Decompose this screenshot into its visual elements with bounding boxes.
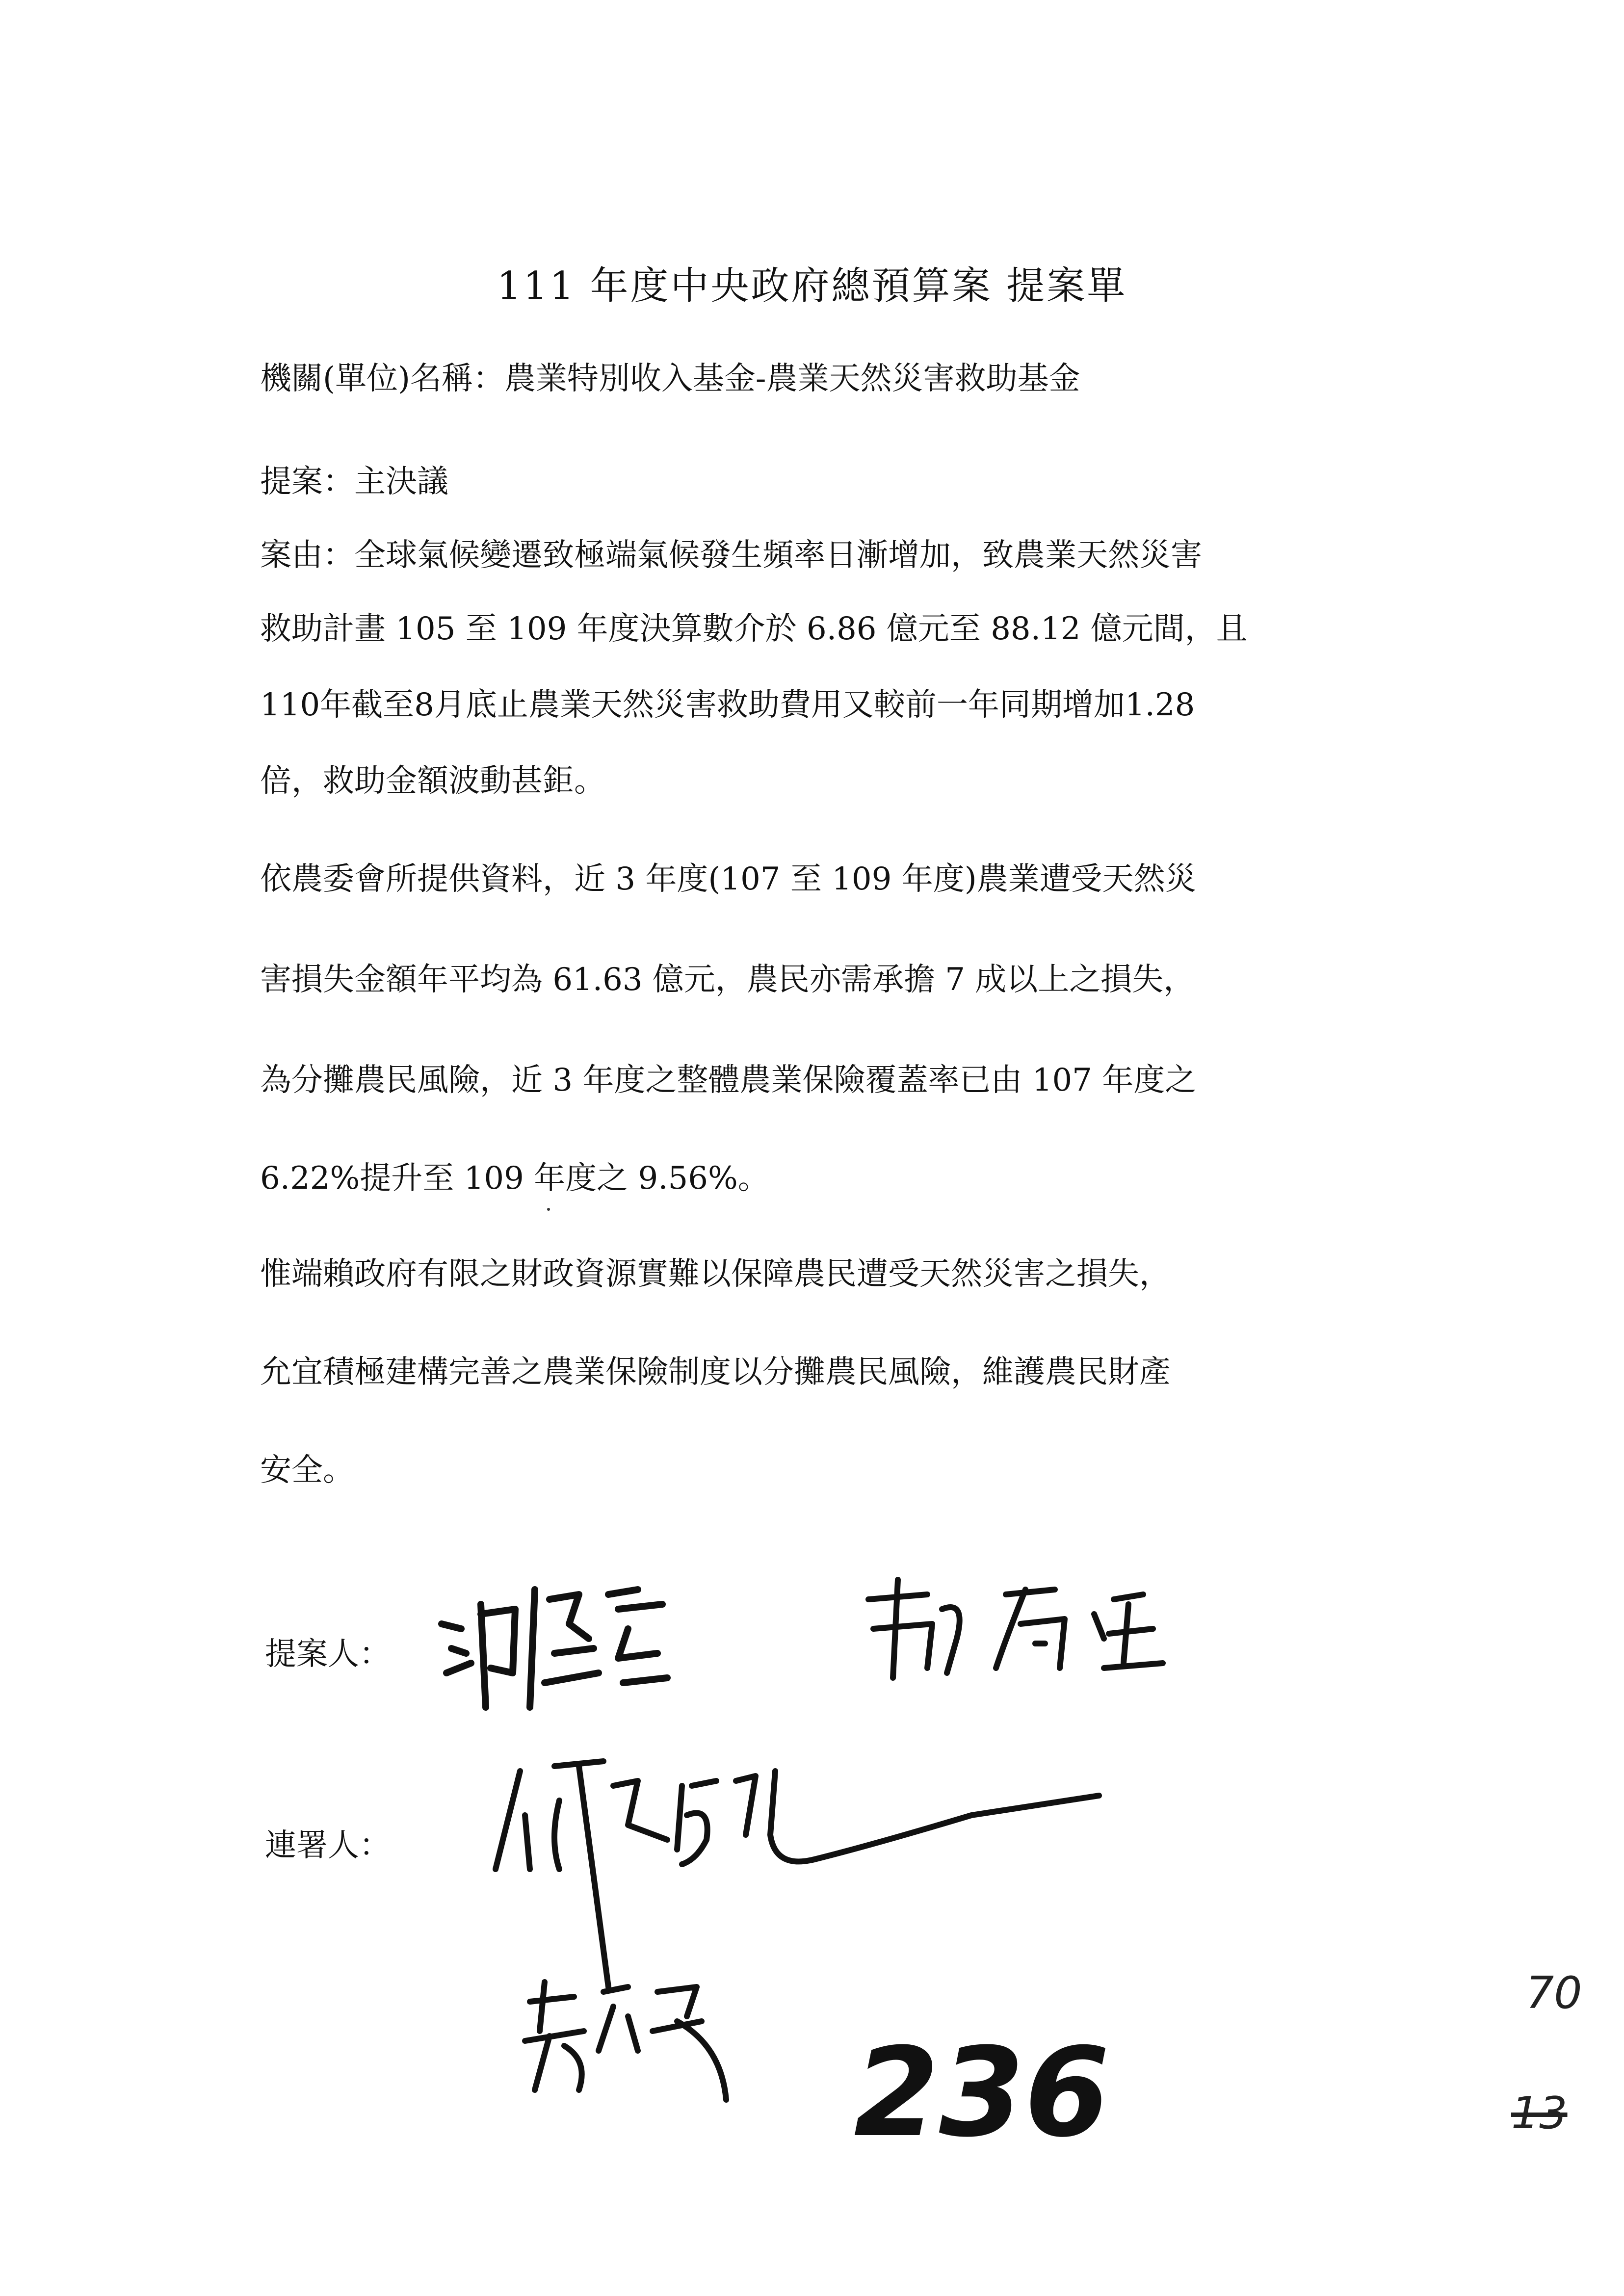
agency-line: 機關(單位)名稱：農業特別收入基金-農業天然災害救助基金 bbox=[260, 361, 1080, 397]
proposer-label: 提案人： bbox=[265, 1636, 391, 1672]
paragraph2-line: 害損失金額年平均為 61.63 億元，農民亦需承擔 7 成以上之損失， bbox=[260, 962, 1195, 998]
paragraph3-line: 允宜積極建構完善之農業保險制度以分攤農民風險，維護農民財產 bbox=[260, 1354, 1171, 1390]
reason-line: 案由：全球氣候變遷致極端氣候發生頻率日漸增加，致農業天然災害 bbox=[260, 537, 1202, 574]
paragraph3-line: 惟端賴政府有限之財政資源實難以保障農民遭受天然災害之損失， bbox=[260, 1256, 1171, 1292]
cosigner-signature-2 bbox=[515, 1972, 770, 2110]
paragraph2-line: 依農委會所提供資料，近 3 年度(107 至 109 年度)農業遭受天然災 bbox=[260, 861, 1197, 897]
proposer-signature-1 bbox=[432, 1560, 687, 1722]
paragraph3-line: 安全。 bbox=[260, 1452, 354, 1488]
reason-line: 救助計畫 105 至 109 年度決算數介於 6.86 億元至 88.12 億元間，且 bbox=[260, 611, 1248, 647]
paragraph2-line: 為分攤農民風險，近 3 年度之整體農業保險覆蓋率已由 107 年度之 bbox=[260, 1062, 1197, 1098]
stray-dot bbox=[547, 1208, 550, 1211]
proposer-signature-2 bbox=[859, 1570, 1192, 1693]
cosigner-label: 連署人： bbox=[265, 1827, 391, 1864]
page-number: 236 bbox=[854, 2021, 1110, 2164]
proposal-line: 提案：主決議 bbox=[260, 464, 448, 500]
paragraph2-line: 6.22%提升至 109 年度之 9.56%。 bbox=[260, 1160, 769, 1197]
document-title: 111 年度中央政府總預算案 提案單 bbox=[497, 264, 1127, 308]
cosigner-signature-1 bbox=[481, 1756, 1119, 2002]
reason-line: 110年截至8月底止農業天然災害救助費用又較前一年同期增加1.28 bbox=[260, 687, 1195, 723]
margin-note-top: 70 bbox=[1526, 1967, 1582, 2019]
reason-line: 倍，救助金額波動甚鉅。 bbox=[260, 763, 605, 799]
margin-note-bottom: 13 bbox=[1511, 2087, 1568, 2139]
